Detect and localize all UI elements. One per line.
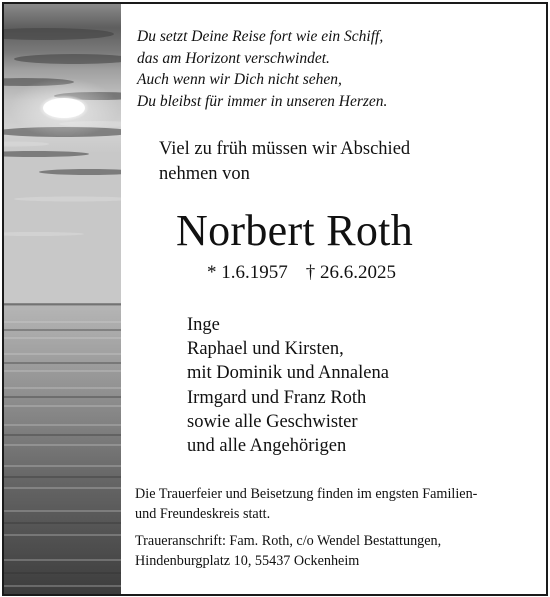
mourner-line: Inge bbox=[187, 315, 220, 335]
poem-line: Auch wenn wir Dich nicht sehen, bbox=[137, 71, 342, 88]
poem-line: Du setzt Deine Reise fort wie ein Schiff, bbox=[137, 28, 384, 45]
mourner-line: Raphael und Kirsten, bbox=[187, 339, 344, 360]
mourner-line: mit Dominik und Annalena bbox=[187, 363, 389, 384]
intro-line: nehmen von bbox=[159, 164, 250, 184]
death-date: † 26.6.2025 bbox=[305, 262, 396, 283]
poem-line: Du bleibst für immer in unseren Herzen. bbox=[137, 92, 388, 110]
address-line: Traueranschrift: Fam. Roth, c/o Wendel Bestattungen, bbox=[135, 533, 442, 549]
mourner-line: und alle Angehörigen bbox=[187, 436, 347, 457]
birth-date: * 1.6.1957 bbox=[207, 262, 288, 283]
intro-text bbox=[159, 137, 410, 187]
intro-line: Viel zu früh müssen wir Abschied bbox=[159, 139, 411, 159]
notice-line: Die Trauerfeier und Beisetzung finden im engsten Familien- bbox=[135, 486, 478, 502]
funeral-notice bbox=[135, 485, 477, 571]
mourner-line: sowie alle Geschwister bbox=[187, 411, 358, 432]
obituary-card bbox=[2, 2, 548, 596]
text-column bbox=[121, 4, 546, 594]
poem-line: das am Horizont verschwindet. bbox=[137, 49, 330, 67]
notice-line: und Freundeskreis statt. bbox=[135, 505, 271, 522]
mourners-list bbox=[187, 313, 389, 458]
address-line: Hindenburgplatz 10, 55437 Ockenheim bbox=[135, 552, 360, 569]
mourner-line: Irmgard und Franz Roth bbox=[187, 387, 367, 408]
sea-sunset-image bbox=[4, 4, 121, 594]
poem bbox=[137, 26, 387, 112]
deceased-name: Norbert Roth bbox=[176, 206, 414, 255]
life-dates bbox=[207, 260, 396, 286]
